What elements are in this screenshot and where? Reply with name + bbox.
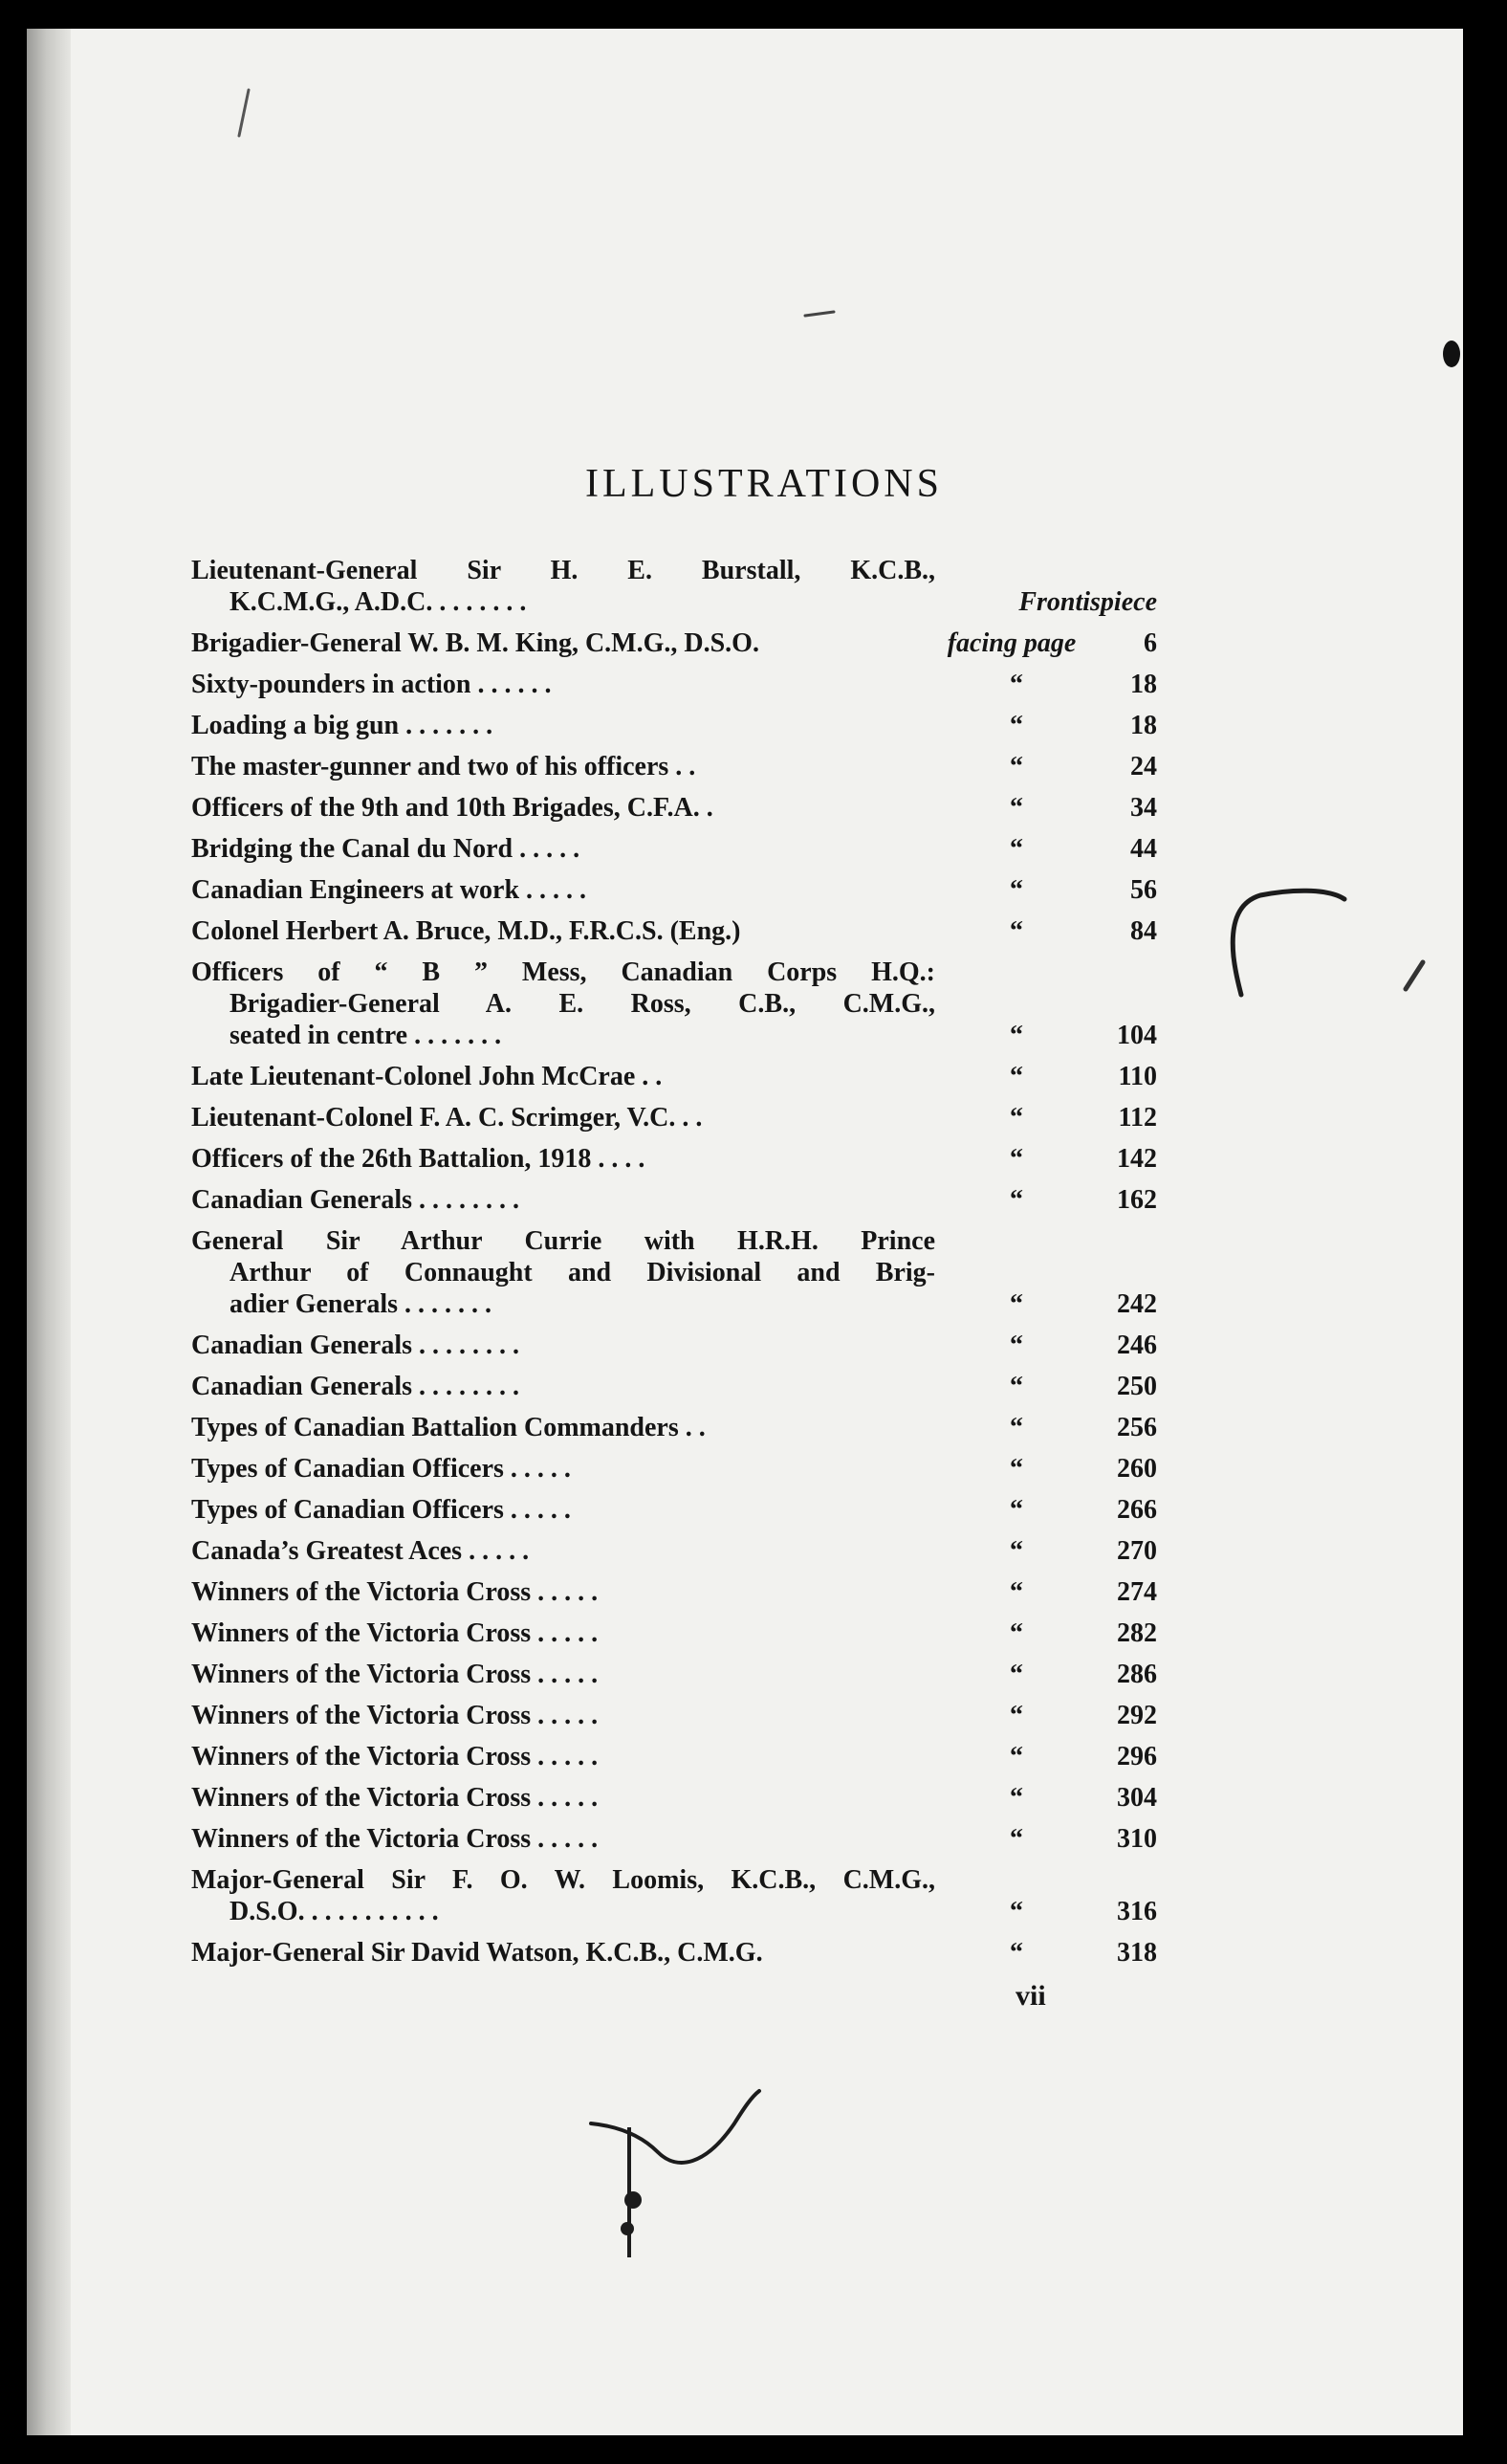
ditto-mark: “ [1010,1577,1023,1607]
illustration-caption [191,710,935,741]
illustration-caption [191,627,935,659]
caption-line: Lieutenant-General Sir H. E. Burstall, K.C.B., [191,556,935,585]
illustration-entry [191,627,1157,659]
caption-line: The master-gunner and two of his officers . . [191,752,696,781]
caption-line: Winners of the Victoria Cross . . . . . [191,1824,599,1854]
illustration-entry [191,833,1157,865]
page-reference: 18 [1130,670,1157,699]
page-reference: 270 [1117,1536,1157,1566]
caption-line: Officers of the 9th and 10th Brigades, C.F.A. . [191,793,713,823]
illustration-entry [191,1453,1157,1485]
page-reference: 112 [1118,1103,1157,1133]
frontispiece-label: Frontispiece [1018,587,1157,617]
ditto-mark: “ [1010,1103,1023,1133]
ditto-mark: “ [1010,752,1023,781]
page-number: vii [1016,1980,1046,2012]
illustration-caption [191,1823,935,1855]
page-reference: 162 [1117,1185,1157,1215]
page-reference: 292 [1117,1701,1157,1730]
illustration-entry [191,915,1157,947]
binding-gutter [27,29,71,2435]
illustration-entry [191,710,1157,741]
caption-line: Canadian Generals . . . . . . . . [191,1372,520,1401]
illustration-entry [191,1700,1157,1731]
ditto-mark: “ [1010,1536,1023,1566]
page-reference: 316 [1117,1897,1157,1926]
illustration-entry [191,555,1157,618]
pen-mark-right [1184,861,1356,1014]
illustrations-list [191,555,1157,1978]
illustration-entry [191,1061,1157,1092]
illustration-caption [191,751,935,782]
page-reference: 246 [1117,1331,1157,1360]
illustration-entry [191,1225,1157,1320]
illustration-entry [191,1330,1157,1361]
illustration-caption [191,1453,935,1485]
ditto-mark: “ [1010,711,1023,740]
caption-line: Types of Canadian Officers . . . . . [191,1454,571,1484]
illustration-entry [191,1782,1157,1814]
illustration-entry [191,1184,1157,1216]
page-reference: 242 [1117,1289,1157,1319]
page-title: ILLUSTRATIONS [585,462,943,506]
caption-line: Major-General Sir David Watson, K.C.B., C.M.G. [191,1938,763,1968]
ditto-mark: “ [1010,1938,1023,1968]
page-reference: 56 [1130,875,1157,905]
illustration-entry [191,1617,1157,1649]
illustration-caption [191,1700,935,1731]
caption-line: seated in centre . . . . . . . [229,1021,502,1050]
page-reference: 34 [1130,793,1157,823]
page-reference: 274 [1117,1577,1157,1607]
illustration-caption [191,1225,935,1320]
caption-line: Arthur of Connaught and Divisional and Brig- [229,1258,935,1287]
ditto-mark: “ [1010,1454,1023,1484]
ditto-mark: “ [1010,1185,1023,1215]
page-reference: 304 [1117,1783,1157,1813]
ditto-mark: “ [1010,1495,1023,1525]
illustration-entry [191,1823,1157,1855]
illustration-entry [191,874,1157,906]
scan-speck-line [801,306,840,325]
caption-line: General Sir Arthur Currie with H.R.H. Prince [191,1226,935,1256]
page-reference: 260 [1117,1454,1157,1484]
ditto-mark: “ [1010,1062,1023,1091]
page-reference: 296 [1117,1742,1157,1771]
page-reference: 18 [1130,711,1157,740]
document-page [27,29,1463,2435]
caption-line: D.S.O. . . . . . . . . . . [229,1897,439,1926]
page-reference: 318 [1117,1938,1157,1968]
caption-line: Officers of the 26th Battalion, 1918 . . . . [191,1144,645,1174]
ditto-mark: “ [1010,1783,1023,1813]
illustration-caption [191,1061,935,1092]
ditto-mark: “ [1010,1660,1023,1689]
illustration-entry [191,1576,1157,1608]
page-reference: 266 [1117,1495,1157,1525]
caption-line: Sixty-pounders in action . . . . . . [191,670,552,699]
illustration-caption [191,1102,935,1133]
ditto-mark: “ [1010,1618,1023,1648]
illustration-entry [191,1494,1157,1526]
ditto-mark: “ [1010,793,1023,823]
illustration-caption [191,1143,935,1175]
illustration-entry [191,1864,1157,1927]
scan-speck-mark [1400,957,1429,995]
illustration-caption [191,792,935,824]
caption-line: Loading a big gun . . . . . . . [191,711,493,740]
illustration-caption [191,1576,935,1608]
illustration-caption [191,1535,935,1567]
illustration-entry [191,1659,1157,1690]
facing-page-label: facing page [947,628,1077,658]
ditto-mark: “ [1010,1701,1023,1730]
illustration-entry [191,957,1157,1051]
illustration-caption [191,915,935,947]
caption-line: Late Lieutenant-Colonel John McCrae . . [191,1062,663,1091]
ditto-mark: “ [1010,875,1023,905]
illustration-entry [191,1143,1157,1175]
illustration-caption [191,1412,935,1443]
page-reference: 6 [1144,628,1157,658]
caption-line: Brigadier-General A. E. Ross, C.B., C.M.G., [229,989,935,1019]
ditto-mark: “ [1010,1897,1023,1926]
ditto-mark: “ [1010,834,1023,864]
pen-mark-bottom [572,2085,782,2277]
caption-line: Winners of the Victoria Cross . . . . . [191,1618,599,1648]
caption-line: Canada’s Greatest Aces . . . . . [191,1536,530,1566]
illustration-caption [191,957,935,1051]
ditto-mark: “ [1010,1824,1023,1854]
caption-line: Officers of “ B ” Mess, Canadian Corps H.Q.: [191,957,935,987]
ditto-mark: “ [1010,916,1023,946]
illustration-caption [191,874,935,906]
illustration-caption [191,1494,935,1526]
caption-line: adier Generals . . . . . . . [229,1289,492,1319]
ditto-mark: “ [1010,1289,1023,1319]
ditto-mark: “ [1010,1372,1023,1401]
ditto-mark: “ [1010,1144,1023,1174]
scan-speck-dot [1440,335,1463,373]
ditto-mark: “ [1010,670,1023,699]
caption-line: Canadian Generals . . . . . . . . [191,1185,520,1215]
page-reference: 142 [1117,1144,1157,1174]
illustration-entry [191,1412,1157,1443]
page-reference: 110 [1118,1062,1157,1091]
page-reference: 282 [1117,1618,1157,1648]
caption-line: Colonel Herbert A. Bruce, M.D., F.R.C.S. (Eng.) [191,916,741,946]
illustration-caption [191,833,935,865]
caption-line: Major-General Sir F. O. W. Loomis, K.C.B., C.M.G., [191,1865,935,1895]
illustration-entry [191,792,1157,824]
caption-line: Winners of the Victoria Cross . . . . . [191,1660,599,1689]
page-reference: 256 [1117,1413,1157,1442]
caption-line: Canadian Generals . . . . . . . . [191,1331,520,1360]
page-reference: 104 [1117,1021,1157,1050]
caption-line: Winners of the Victoria Cross . . . . . [191,1783,599,1813]
illustration-entry [191,669,1157,700]
caption-line: Types of Canadian Officers . . . . . [191,1495,571,1525]
illustration-entry [191,1937,1157,1969]
caption-line: Winners of the Victoria Cross . . . . . [191,1742,599,1771]
illustration-caption [191,1937,935,1969]
illustration-caption [191,669,935,700]
ditto-mark: “ [1010,1331,1023,1360]
scan-speck-top-left [228,86,256,143]
illustration-caption [191,1184,935,1216]
ditto-mark: “ [1010,1413,1023,1442]
ditto-mark: “ [1010,1742,1023,1771]
illustration-caption [191,1782,935,1814]
illustration-caption [191,1864,935,1927]
caption-line: Winners of the Victoria Cross . . . . . [191,1577,599,1607]
illustration-caption [191,1659,935,1690]
page-reference: 250 [1117,1372,1157,1401]
caption-line: Bridging the Canal du Nord . . . . . [191,834,580,864]
illustration-entry [191,1102,1157,1133]
caption-line: K.C.M.G., A.D.C. . . . . . . . [229,587,527,617]
ditto-mark: “ [1010,1021,1023,1050]
illustration-entry [191,1741,1157,1772]
illustration-entry [191,751,1157,782]
illustration-entry [191,1535,1157,1567]
caption-line: Winners of the Victoria Cross . . . . . [191,1701,599,1730]
page-reference: 286 [1117,1660,1157,1689]
illustration-caption [191,1617,935,1649]
page-reference: 24 [1130,752,1157,781]
illustration-entry [191,1371,1157,1402]
illustration-caption [191,1371,935,1402]
caption-line: Brigadier-General W. B. M. King, C.M.G., D.S.O. [191,628,759,658]
page-reference: 310 [1117,1824,1157,1854]
illustration-caption [191,1330,935,1361]
page-reference: 84 [1130,916,1157,946]
caption-line: Types of Canadian Battalion Commanders . . [191,1413,706,1442]
illustration-caption [191,555,935,618]
page-reference: 44 [1130,834,1157,864]
caption-line: Lieutenant-Colonel F. A. C. Scrimger, V.C. . . [191,1103,703,1133]
caption-line: Canadian Engineers at work . . . . . [191,875,587,905]
illustration-caption [191,1741,935,1772]
